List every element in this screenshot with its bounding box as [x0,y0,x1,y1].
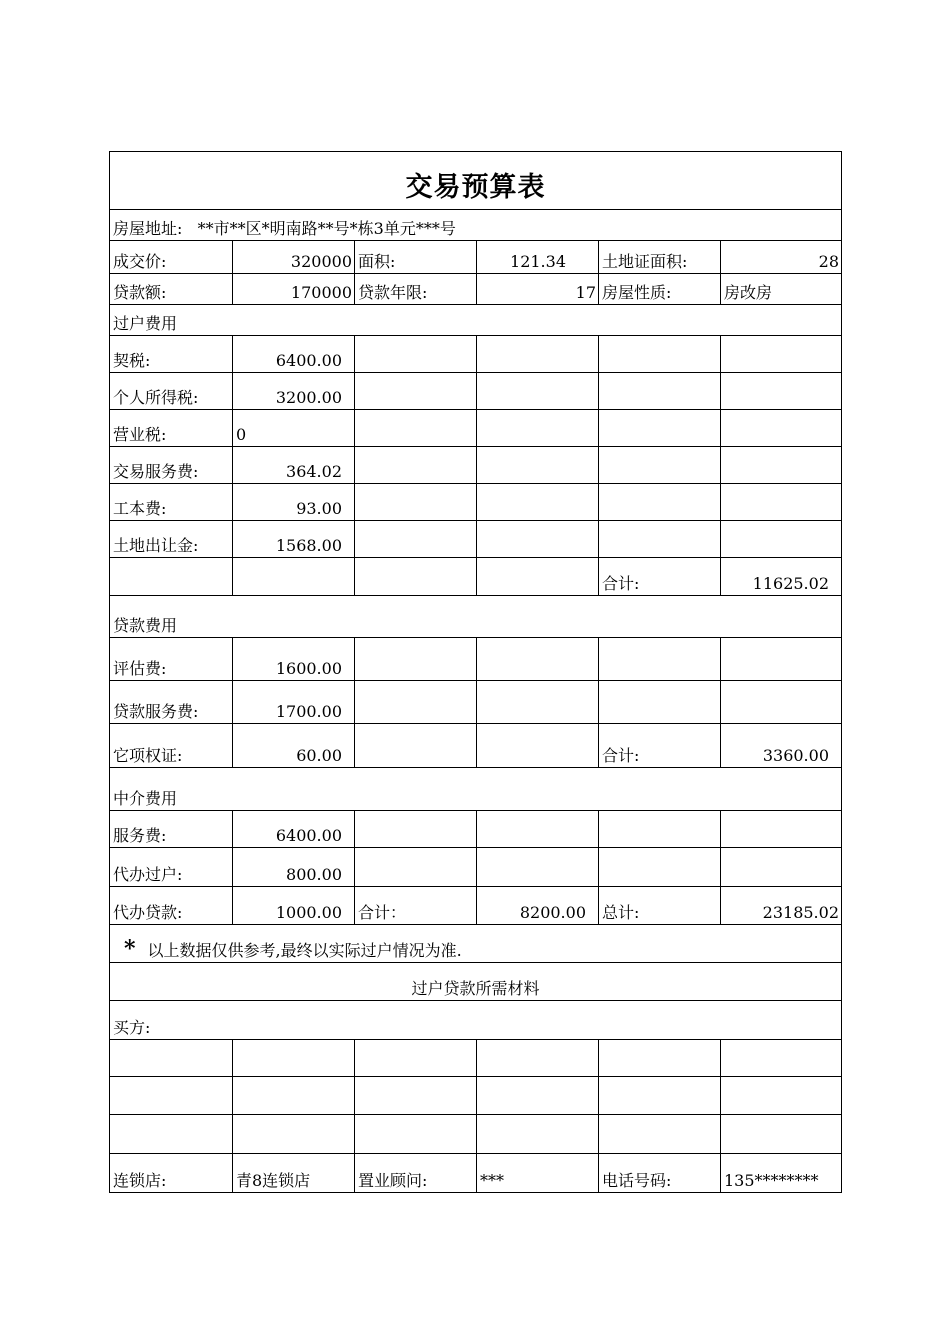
title-cell [110,152,841,209]
land-area-label-cell [598,241,720,273]
consultant-label-cell [354,1154,476,1192]
buyer-row [110,1001,841,1040]
table-row [110,373,841,410]
item-value-cell [232,811,354,847]
info-row-2 [110,274,841,305]
consultant-label: 置业顾问: [358,1171,428,1190]
price-cell [232,241,354,273]
land-area-value: 28 [818,252,839,271]
asterisk-icon: * [124,936,136,962]
empty-cell [720,811,841,847]
table-row [110,681,841,724]
item-label: 服务费: [113,826,167,845]
table-row [110,484,841,521]
item-label: 评估费: [113,659,167,678]
years-label-cell [354,274,476,304]
empty-cell [476,558,598,595]
item-value: 6400.00 [275,351,342,370]
empty-cell [354,336,476,372]
empty-cell [598,447,720,483]
table-row [110,724,841,768]
blank-row [110,1115,841,1154]
empty-cell [476,373,598,409]
loan-heading-cell [110,596,841,637]
materials-heading-row [110,963,841,1001]
consultant-cell [476,1154,598,1192]
empty-cell [354,558,476,595]
empty-cell [598,1077,720,1114]
empty-cell [354,521,476,557]
subtotal-label: 合计: [602,746,640,765]
address-cell [110,210,841,240]
empty-cell [354,681,476,723]
item-value-cell [232,336,354,372]
section-heading: 过户贷款所需材料 [411,979,540,998]
footer-row [110,1154,841,1192]
item-value: 1700.00 [275,702,342,721]
transfer-heading-cell [110,305,841,335]
item-value-cell [232,447,354,483]
years-value: 17 [575,283,596,302]
empty-cell [476,1115,598,1153]
note-text-wrap [124,936,462,962]
empty-cell [598,638,720,680]
note-row [110,925,841,963]
empty-cell [720,848,841,886]
empty-cell [354,484,476,520]
address-value: **市**区*明南路**号*栋3单元***号 [197,219,456,238]
subtotal-label: 合计： [358,903,407,922]
item-value: 93.00 [296,499,342,518]
buyer-cell [110,1001,841,1039]
agency-heading-cell [110,768,841,810]
item-value: 6400.00 [275,826,342,845]
item-label-cell [110,638,232,680]
item-value-cell [232,484,354,520]
title-row [110,152,841,210]
item-label: 土地出让金: [113,536,199,555]
empty-cell [720,336,841,372]
empty-cell [232,1077,354,1114]
item-value-cell [232,638,354,680]
loan-heading-row [110,596,841,638]
item-value-cell [232,887,354,924]
empty-cell [476,336,598,372]
area-cell [476,241,598,273]
consultant-value: *** [480,1171,504,1190]
item-label: 工本费: [113,499,167,518]
price-value: 320000 [290,252,352,271]
item-label-cell [110,848,232,886]
blank-row [110,1077,841,1115]
store-cell [232,1154,354,1192]
item-value: 60.00 [296,746,342,765]
subtotal-cell [720,558,841,595]
empty-cell [598,410,720,446]
empty-cell [720,373,841,409]
address-text [113,220,456,238]
empty-cell [476,681,598,723]
empty-cell [476,447,598,483]
empty-cell [476,724,598,767]
total-value: 23185.02 [762,903,839,922]
table-row [110,336,841,373]
transfer-subtotal-row [110,558,841,596]
empty-cell [232,1115,354,1153]
empty-cell [110,1115,232,1153]
info-row-1 [110,241,841,274]
item-label-cell [110,484,232,520]
table-row [110,887,841,925]
item-value-cell [232,410,354,446]
item-value-cell [232,848,354,886]
empty-cell [598,848,720,886]
item-label: 代办过户: [113,865,183,884]
loan-label-cell [110,274,232,304]
item-value: 1000.00 [275,903,342,922]
section-heading: 中介费用 [113,789,178,808]
empty-cell [598,484,720,520]
table-row [110,811,841,848]
empty-cell [720,1040,841,1076]
subtotal-value: 8200.00 [519,903,586,922]
loan-value: 170000 [290,283,352,302]
empty-cell [598,373,720,409]
item-value-cell [232,373,354,409]
empty-cell [720,681,841,723]
empty-cell [354,373,476,409]
item-value-cell [232,521,354,557]
item-value: 364.02 [286,462,342,481]
phone-label-cell [598,1154,720,1192]
store-value: 青8连锁店 [236,1171,311,1190]
empty-cell [476,521,598,557]
empty-cell [598,1040,720,1076]
item-label: 代办贷款: [113,903,183,922]
subtotal-label-cell [598,558,720,595]
empty-cell [720,484,841,520]
section-heading: 过户费用 [113,314,178,333]
empty-cell [598,811,720,847]
empty-cell [354,848,476,886]
empty-cell [354,724,476,767]
item-label-cell [110,681,232,723]
empty-cell [598,521,720,557]
empty-cell [354,410,476,446]
empty-cell [354,1077,476,1114]
table-row [110,447,841,484]
empty-cell [476,638,598,680]
empty-cell [232,558,354,595]
item-value: 1568.00 [275,536,342,555]
item-value-cell [232,724,354,767]
blank-row [110,1040,841,1077]
empty-cell [476,1077,598,1114]
address-label: 房屋地址: [113,219,183,238]
empty-cell [354,638,476,680]
price-label: 成交价: [113,252,167,271]
empty-cell [720,1115,841,1153]
store-label: 连锁店: [113,1171,167,1190]
price-label-cell [110,241,232,273]
empty-cell [598,681,720,723]
empty-cell [354,1040,476,1076]
empty-cell [720,1077,841,1114]
empty-cell [476,811,598,847]
item-label: 营业税: [113,425,167,444]
empty-cell [720,638,841,680]
empty-cell [354,447,476,483]
loan-label: 贷款额: [113,283,167,302]
item-value: 1600.00 [275,659,342,678]
item-label: 贷款服务费: [113,702,199,721]
empty-cell [720,521,841,557]
subtotal-cell [720,724,841,767]
phone-label: 电话号码: [602,1171,672,1190]
page-title: 交易预算表 [405,172,546,203]
address-row [110,210,841,241]
item-value: 0 [236,425,247,444]
item-value: 800.00 [286,865,342,884]
land-area-cell [720,241,841,273]
nature-value: 房改房 [724,283,773,302]
subtotal-label-cell [598,724,720,767]
nature-cell [720,274,841,304]
empty-cell [354,811,476,847]
item-label-cell [110,724,232,767]
empty-cell [232,1040,354,1076]
total-label-cell [598,887,720,924]
empty-cell [720,447,841,483]
nature-label: 房屋性质: [602,283,672,302]
subtotal-value: 3360.00 [762,746,829,765]
loan-cell [232,274,354,304]
table-row [110,410,841,447]
empty-cell [476,848,598,886]
empty-cell [110,1077,232,1114]
note-text: 以上数据仅供参考,最终以实际过户情况为准. [147,941,462,960]
item-label: 交易服务费: [113,462,199,481]
item-label-cell [110,336,232,372]
transfer-heading-row [110,305,841,336]
materials-heading-cell [110,963,841,1000]
item-label-cell [110,447,232,483]
empty-cell [110,558,232,595]
section-heading: 贷款费用 [113,616,178,635]
table-row [110,638,841,681]
empty-cell [598,336,720,372]
item-label: 个人所得税: [113,388,199,407]
subtotal-value: 11625.02 [752,574,829,593]
note-cell [110,925,841,962]
buyer-label: 买方: [113,1018,151,1037]
empty-cell [720,410,841,446]
table-row [110,848,841,887]
item-label-cell [110,811,232,847]
total-label: 总计: [602,903,640,922]
years-cell [476,274,598,304]
area-label-cell [354,241,476,273]
area-label: 面积: [358,252,396,271]
area-value: 121.34 [510,252,566,271]
agency-heading-row [110,768,841,811]
empty-cell [354,1115,476,1153]
item-label: 契税: [113,351,151,370]
subtotal-cell [476,887,598,924]
item-label: 它项权证: [113,746,183,765]
budget-sheet [109,151,842,1193]
years-label: 贷款年限: [358,283,428,302]
empty-cell [110,1040,232,1076]
phone-value: 135******** [724,1171,819,1190]
empty-cell [476,1040,598,1076]
item-value-cell [232,681,354,723]
empty-cell [598,1115,720,1153]
phone-cell [720,1154,841,1192]
nature-label-cell [598,274,720,304]
item-label-cell [110,373,232,409]
store-label-cell [110,1154,232,1192]
total-cell [720,887,841,924]
subtotal-label: 合计: [602,574,640,593]
empty-cell [476,410,598,446]
land-area-label: 土地证面积: [602,252,688,271]
item-value: 3200.00 [275,388,342,407]
table-row [110,521,841,558]
item-label-cell [110,410,232,446]
empty-cell [476,484,598,520]
subtotal-label-cell [354,887,476,924]
item-label-cell [110,887,232,924]
item-label-cell [110,521,232,557]
